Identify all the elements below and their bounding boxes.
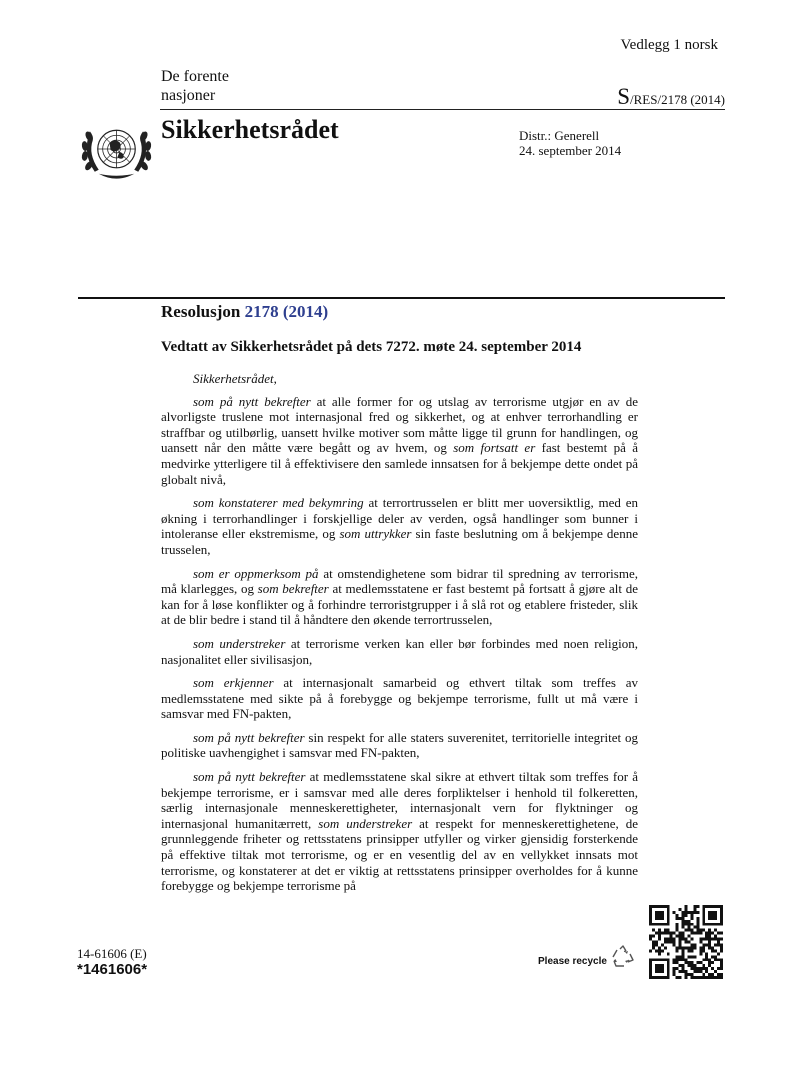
preamble-opener [161, 371, 638, 387]
paragraph-text: sin respekt for alle staters suverenitet, territorielle integritet og politiske uavhengighet i samsvar med FN-pakten, [161, 729, 638, 761]
barcode-text: *1461606* [77, 961, 148, 978]
preamble-paragraph [161, 675, 638, 722]
paragraph-text: at terrorisme verken kan eller bør forbindes med noen religion, nasjonalitet eller sivilisasjon, [161, 635, 638, 667]
operative-phrase: som bekrefter [257, 581, 329, 597]
paragraph-text: at medlemsstatene er fast bestemt på fortsatt å gjøre alt de kan for å løse konflikter og å forhindre terroristgrupper i å slå rot og etablere fristeder, slik at de blir bedre i stand til å håndtere den økende terrortrusselen, [161, 581, 638, 628]
title-rule [78, 297, 725, 299]
operative-phrase: som uttrykker [339, 526, 412, 542]
organization-name [161, 67, 229, 105]
resolution-title-prefix: Resolusjon [161, 302, 245, 321]
recycle-notice: Please recycle [538, 956, 607, 967]
preamble-paragraph [161, 730, 638, 761]
distribution-label: Distr.: Generell [519, 128, 600, 143]
organization-name-line2: nasjoner [161, 87, 216, 104]
paragraph-text: at medlemsstatene skal sikre at ethvert tiltak som treffes for å bekjempe terrorisme, er i samsvar med alle deres forpliktelser i henhold til folkeretten, særlig internasjonale menneskerettigheter, internasjonalt vern for flyktninger og internasjonal humanitærrett, [161, 769, 638, 831]
operative-phrase: som er oppmerksom på [193, 565, 319, 581]
preamble-paragraphs [161, 394, 638, 894]
operative-phrase: som fortsatt er [453, 440, 536, 456]
operative-phrase: som erkjenner [193, 675, 274, 691]
operative-phrase: som understreker [318, 815, 413, 831]
document-symbol-rest: /RES/2178 (2014) [630, 92, 725, 107]
operative-phrase: som på nytt bekrefter [193, 769, 306, 785]
paragraph-text: at omstendighetene som bidrar til spredning av terrorisme, må klarlegges, og [161, 565, 638, 597]
opener-text: Sikkerhetsrådet [193, 371, 274, 386]
paragraph-text: sin faste beslutning om å bekjempe denne trusselen, [161, 526, 638, 557]
header-rule [160, 109, 725, 110]
operative-phrase: som konstaterer med bekymring [193, 495, 364, 511]
paragraph-text: fast bestemt på å medvirke ytterligere til å effektivisere den samlede innsatsen for å bekjempe dette ondet på globalt nivå, [161, 440, 638, 487]
council-name: Sikkerhetsrådet [161, 115, 339, 144]
annex-label: Vedlegg 1 norsk [620, 37, 718, 53]
preamble-paragraph [161, 636, 638, 667]
document-symbol [617, 84, 725, 110]
preamble-paragraph [161, 394, 638, 488]
recycle-icon [611, 944, 635, 968]
resolution-subtitle: Vedtatt av Sikkerhetsrådet på dets 7272. møte 24. september 2014 [161, 339, 582, 355]
qr-code-icon[interactable] [649, 905, 723, 979]
resolution-number-link[interactable]: 2178 (2014) [244, 302, 329, 321]
operative-phrase: som understreker [193, 635, 286, 651]
preamble-paragraph [161, 566, 638, 628]
un-emblem-icon [77, 116, 156, 188]
operative-phrase: som på nytt bekrefter [193, 393, 311, 409]
preamble-paragraph [161, 769, 638, 894]
job-number: 14-61606 (E) [77, 946, 147, 961]
operative-phrase: som på nytt bekrefter [193, 729, 305, 745]
opener-punct: , [273, 371, 277, 386]
resolution-title [161, 302, 328, 322]
preamble-paragraph [161, 495, 638, 557]
paragraph-text: at respekt for menneskerettighetene, de grunnleggende friheter og rettsstatens prinsipper utfyller og virker gjensidig forsterkende på effektive tiltak mot terrorisme, og er en vesentlig del av en vellykket innsats mot terrorisme, og konstaterer at det er viktig at rettsstatens prinsipper overholdes for å kunne forebygge og bekjempe terrorisme på [161, 815, 638, 894]
resolution-body [161, 371, 638, 894]
distribution-info [519, 128, 621, 158]
document-date: 24. september 2014 [519, 143, 622, 158]
paragraph-text: at internasjonalt samarbeid og ethvert tiltak som treffes av medlemsstatene med sikte på å forebygge og bekjempe terrorisme, fullt ut må være i samsvar med FN-pakten, [161, 675, 638, 722]
paragraph-text: at terrortrusselen er blitt mer uoversiktlig, med en økning i terrorhandlinger i forskjellige deler av verden, også handlinger som bunner i intoleranse eller ekstremisme, og [161, 495, 639, 542]
paragraph-text: at alle former for og utslag av terrorisme utgjør en av de alvorligste truslene mot internasjonal fred og sikkerhet, og at enhver terrorhandling er straffbar og utilbørlig, uansett hvilke motiver som måtte ligge til grunn for handlingen, og uansett når den måtte være begått og av hvem, og [161, 393, 638, 456]
organization-name-line1: De forente [161, 68, 229, 85]
document-symbol-prefix: S [617, 84, 631, 109]
